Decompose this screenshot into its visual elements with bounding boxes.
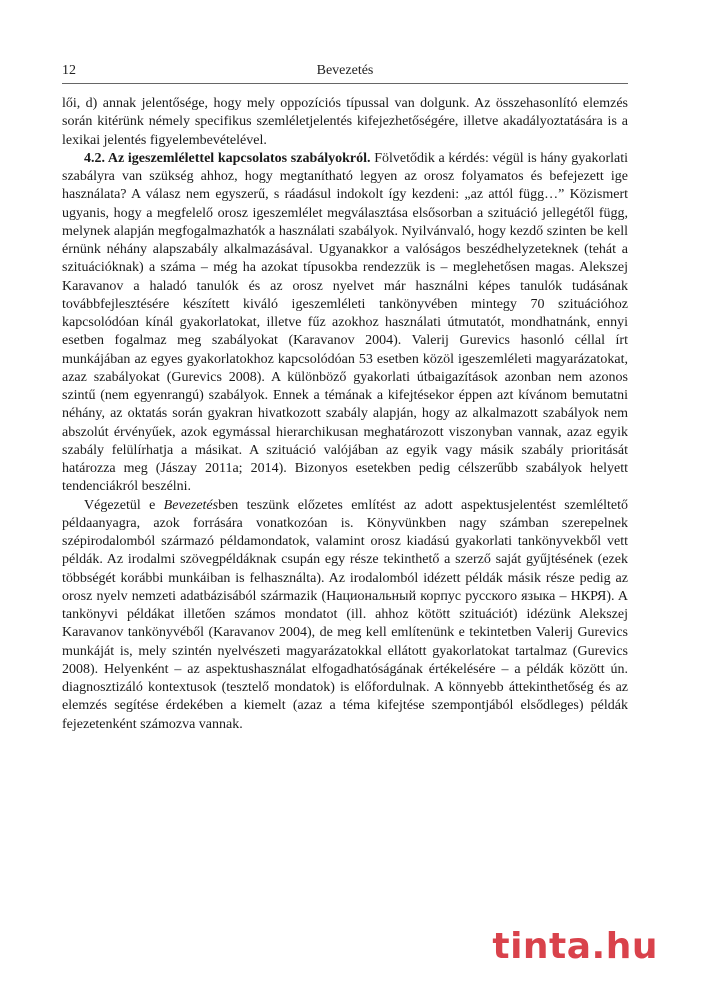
page-number: 12 bbox=[62, 63, 76, 78]
paragraph-1 bbox=[62, 95, 628, 150]
paragraph-3-text: ben teszünk előzetes említést az adott aspektusjelentést szemléltető példaanyagra, azok forrására vonatkozóan is. Könyvünkben nagy számban szerepelnek szépirodalomból származó példamondatok, valamint orosz kiadású gyakorlati tankönyvekből vett példák. Az irodalmi szövegpéldáknak csupán egy része tekinthető a szerző saját gyűjtésének (ezek többségét korábbi munkáiban is felhasználta). Az irodalomból idézett példák másik része pedig az orosz nyelv nemzeti adatbázisából származik (Национальный корпус русского языка – НКРЯ). A tankönyvi példákat illetően számos mondatot (ill. ahhoz kötött szituációt) idézünk Alekszej Karavanov tankönyvéből (Karavanov 2004), de meg kell említenünk e tekintetben Valerij Gurevics munkáját is, mely szintén nyelvészeti magyarázatokkal ellátott gyakorlatokat tartalmaz (Gurevics 2008). Helyenként – az aspektushasználat elfogadhatóságának értékelésére – a példák között ún. diagnosztizáló kontextusok (tesztelő mondatok) is előfordulnak. A könnyebb áttekinthetőség és az elemzés segítése érdekében a kiemelt (azaz a téma kifejtése szempontjából elsődleges) példák fejezetenként számozva vannak. bbox=[62, 497, 628, 732]
publisher-logo: tinta.hu bbox=[492, 926, 658, 967]
chapter-title: Bevezetés bbox=[316, 63, 374, 78]
paragraph-3-pre: Végezetül e bbox=[84, 497, 164, 513]
paragraph-2-text: Fölvetődik a kérdés: végül is hány gyakorlati szabályra van szükség ahhoz, hogy megtanítható legyen az orosz folyamatos és befejezett ige használata? A válasz nem egyszerű, s ráadásul indokolt így kezdeni: „az attól függ…” Közismert ugyanis, hogy a megfelelő orosz igeszemlélet megválasztása elsősorban a szituáció jellegétől függ, melynek alapján megfogalmazhatók a használati szabályok. Nyilvánvaló, hogy kezdő szinten be kell érnünk néhány alapszabály alkalmazásával. Ugyanakkor a valóságos beszédhelyzeteknek (tehát a szituációknak) a száma – még ha azokat típusokba rendezzük is – meglehetősen magas. Alekszej Karavanov a haladó tanulók és az orosz nyelvet már használni képes tanulók tudásának továbbfejlesztésére készített kiváló igeszemléleti tankönyvében mintegy 70 szituációhoz kapcsolódóan kínál gyakorlatokat, illetve fűz azokhoz használati útmutatót, mondhatnánk, ennyi esetben fogalmaz meg szabályokat (Karavanov 2004). Valerij Gurevics hasonló céllal írt munkájában az egyes gyakorlatokhoz kapcsolódóan 53 esetben közöl igeszemléleti magyarázatokat, azaz szabályokat (Gurevics 2008). A különböző gyakorlati útbaigazítások azonban nem azonos szintű (nem egyenrangú) szabályok. Ennek a témának a kifejtésekor éppen azt kívánom bemutatni néhány, az oktatás során gyakran hivatkozott szabály alapján, hogy az alkalmazott szabályok nem abszolút érvényűek, azok egymással hierarchikusan meghatározott viszonyban vannak, azaz egyik szabály felülírhatja a másikat. A szituáció valójában az egyik vagy másik szabály prioritását határozza meg (Jászay 2011a; 2014). Bizonyos esetekben pedig célszerűbb szabályok helyett tendenciákról beszélni. bbox=[62, 150, 628, 495]
paragraph-2 bbox=[62, 150, 628, 497]
section-heading: 4.2. Az igeszemlélettel kapcsolatos szabályokról. bbox=[84, 150, 371, 166]
paragraph-3-italic: Bevezetés bbox=[163, 497, 219, 513]
body-text bbox=[62, 95, 628, 734]
paragraph-3 bbox=[62, 497, 628, 734]
running-header bbox=[62, 58, 628, 82]
paragraph-1-text: lői, d) annak jelentősége, hogy mely oppozíciós típussal van dolgunk. Az összehasonlító elemzés során kitérünk némely specifikus szemléletjelentés kifejezhetőségére, illetve akadályoztatására is a lexikai jelentés figyelembevételével. bbox=[62, 96, 628, 148]
header-rule bbox=[62, 83, 628, 84]
